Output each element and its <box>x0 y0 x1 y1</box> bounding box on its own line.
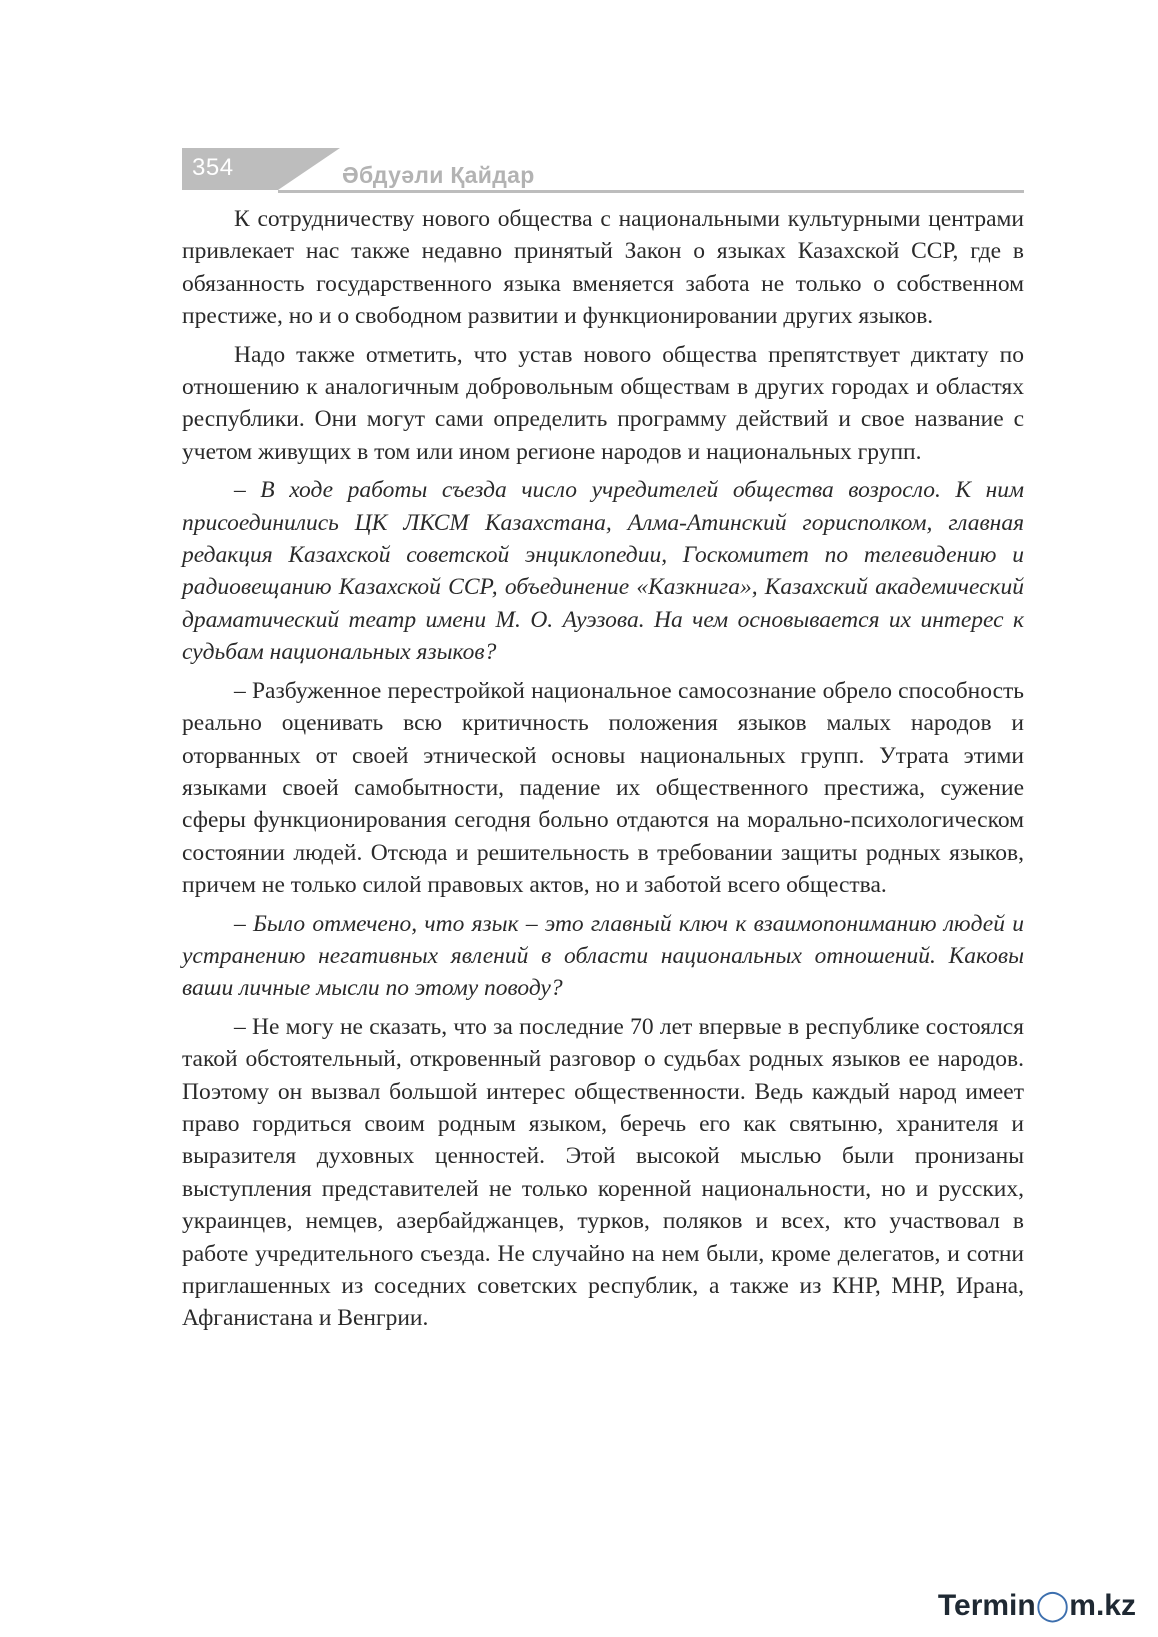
header-rule <box>278 190 1024 193</box>
page-number-box <box>182 148 278 190</box>
paragraph: Надо также отметить, что устав нового общества препятствует диктату по отношению к аналогичным добровольным обществам в других городах и областях республики. Они могут сами определить программу действий и свое название с учетом живущих в том или ином регионе народов и национальных групп. <box>182 341 1024 465</box>
magnifier-icon: ◯ <box>1035 1589 1070 1622</box>
watermark-text-start: Termin <box>937 1589 1036 1622</box>
interview-answer: – Разбуженное перестройкой национальное самосознание обрело способность реально оценивать всю критичность положения языков малых народов и оторванных от своей этнической основы национальных групп. Утрата этими языками своей самобытности, падение их общественного престижа, сужение сферы функционирования сегодня больно отдаются на морально-психологическом состоянии людей. Отсюда и решительность в требовании защиты родных языков, причем не только силой правовых актов, но и заботой всего общества. <box>182 677 1024 899</box>
header-wedge <box>278 148 340 190</box>
body-text <box>182 203 1024 1341</box>
running-header <box>182 148 1024 196</box>
watermark-logo <box>938 1588 1136 1623</box>
interview-question: – В ходе работы съезда число учредителей общества возросло. К ним присоединились ЦК ЛКСМ Казахстана, Алма-Атинский горисполком, главная редакция Казахской советской энциклопедии, Госкомитет по телевидению и радиовещанию Казахской ССР, объединение «Казкнига», Казахский академический драматический театр имени М. О. Ауэзова. На чем основывается их интерес к судьбам национальных языков? <box>182 477 1024 666</box>
watermark-text-end: m.kz <box>1069 1589 1136 1622</box>
page-number: 354 <box>192 154 234 181</box>
interview-question: – Было отмечено, что язык – это главный ключ к взаимопониманию людей и устранению негативных явлений в области национальных отношений. Каковы ваши личные мысли по этому поводу? <box>182 910 1024 1002</box>
paragraph: К сотрудничеству нового общества с национальными культурными центрами привлекает нас также недавно принятый Закон о языках Казахской ССР, где в обязанность государственного языка вменяется забота не только о собственном престиже, но и о свободном развитии и функционировании других языков. <box>182 206 1024 330</box>
interview-answer: – Не могу не сказать, что за последние 70 лет впервые в республике состоялся такой обстоятельный, откровенный разговор о судьбах родных языков ее народов. Поэтому он вызвал большой интерес общественности. Ведь каждый народ имеет право гордиться своим родным языком, беречь его как святыню, хранителя и выразителя духовных ценностей. Этой высокой мыслью были пронизаны выступления представителей не только коренной национальности, но и русских, украинцев, немцев, азербайджанцев, турков, поляков и всех, кто участвовал в работе учредительного съезда. Не случайно на нем были, кроме делегатов, и сотни приглашенных из соседних советских республик, а также из КНР, МНР, Ирана, Афганистана и Венгрии. <box>182 1013 1024 1332</box>
running-header-author: Әбдуәли Қайдар <box>342 162 535 188</box>
